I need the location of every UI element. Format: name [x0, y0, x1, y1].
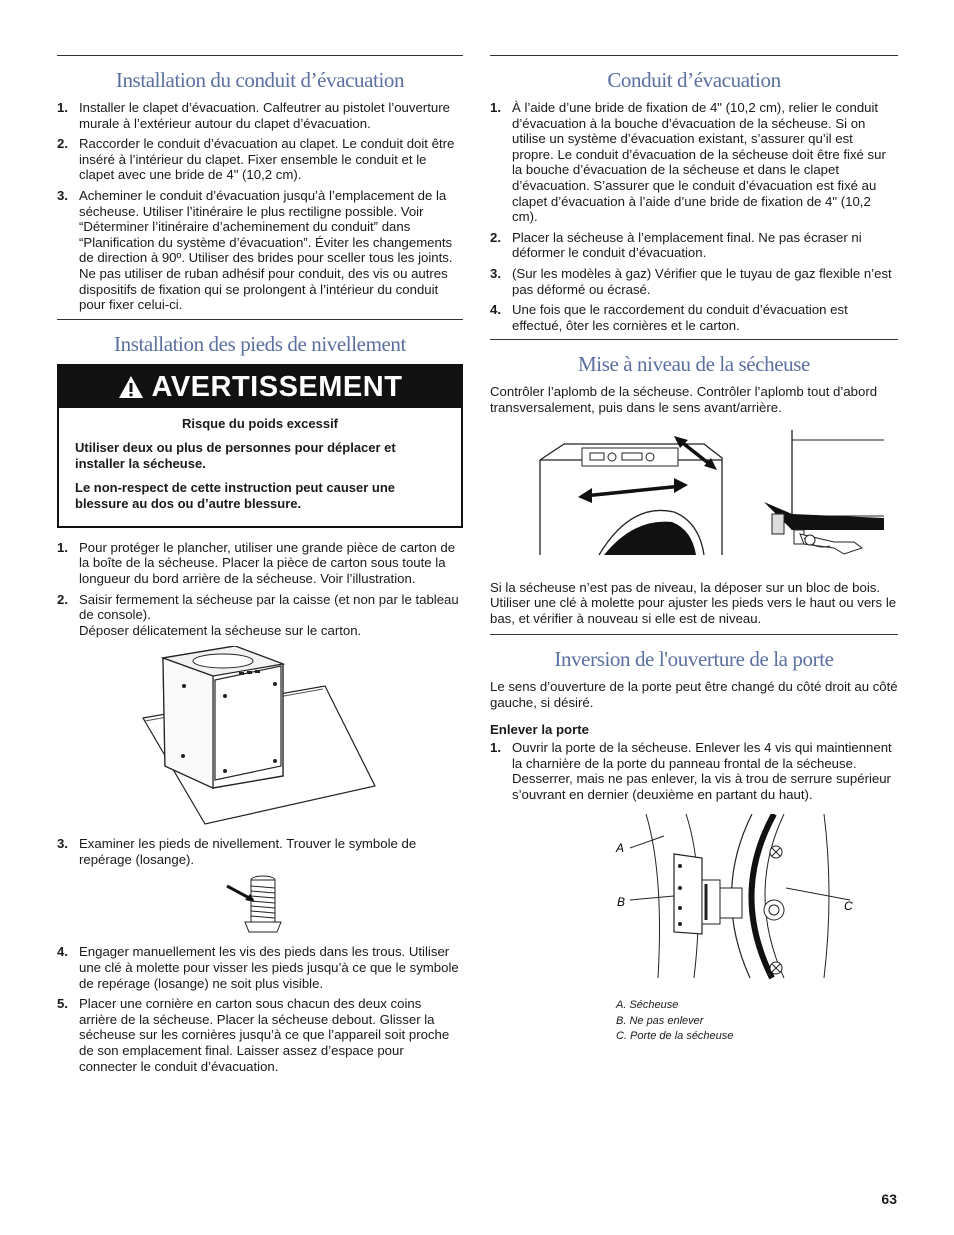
section-title-inversion-porte: Inversion de l'ouverture de la porte [554, 647, 834, 672]
steps-list-conduit [57, 100, 463, 313]
warning-body: Risque du poids excessif Utiliser deux ou plus de personnes pour déplacer et installer la sécheuse. Le non-respect de cette instruction peut causer une blessure au dos ou d’autre blessure. [75, 415, 396, 511]
figure-captions [490, 998, 898, 1045]
list-item: 3. (Sur les modèles à gaz) Vérifier que le tuyau de gaz flexible n’est pas déformé ou écrasé. [490, 265, 892, 297]
caption-c: C. Porte de la sécheuse [616, 1030, 734, 1043]
leveling-after: Si la sécheuse n’est pas de niveau, la déposer sur un bloc de bois. Utiliser une clé à molette pour ajuster les pieds vers le haut ou vers le bas, et vérifier à nouveau si elle est de niveau. [490, 579, 897, 626]
list-item: 3. Acheminer le conduit d’évacuation jusqu’à l’emplacement de la sécheuse. Utiliser l’itinéraire le plus rectiligne possible. Voir “Déterminer l’itinéraire d’acheminement du conduit” dans “Planification du système d’évacuation”. Éviter les changements de direction à 90º. Utiliser des brides pour sceller tous les joints. Ne pas utiliser de ruban adhésif pour conduit, des vis ou autres dispositifs de fixation qui se prolongent à l’intérieur du conduit pour fixer celui-ci. [57, 187, 453, 313]
warning-triangle-icon [118, 375, 144, 399]
list-item: 2. Placer la sécheuse à l’emplacement final. Ne pas écraser ni déformer le conduit d’évacuation. [490, 229, 862, 261]
list-item: 1. Ouvrir la porte de la sécheuse. Enlever les 4 vis qui maintiennent la charnière de la porte du panneau frontal de la sécheuse. Desserrer, mais ne pas enlever, la vis à trou de serrure supérieur s’ouvrant en dernier (deuxième en partant du haut). [490, 740, 892, 802]
leveling-intro: Contrôler l’aplomb de la sécheuse. Contrôler l’aplomb tout d’abord transversalement, puis dans le sens avant/arrière. [490, 384, 878, 415]
steps-list-pieds-3 [57, 836, 463, 867]
page-number: 63 [881, 1191, 897, 1207]
section-divider [57, 55, 463, 56]
figure-label-a: A [616, 841, 625, 856]
caption-b: B. Ne pas enlever [616, 1014, 704, 1027]
warning-box [57, 364, 463, 528]
warning-header: AVERTISSEMENT [59, 366, 461, 408]
figure-label-c: C [844, 899, 853, 914]
door-intro: Le sens d’ouverture de la porte peut être changé du côté droit au côté gauche, si désiré. [490, 679, 898, 710]
section-divider [57, 319, 463, 320]
list-item: 4. Engager manuellement les vis des pieds dans les trous. Utiliser une clé à molette pour visser les pieds jusqu’à ce que le symbole de repérage (losange) ne soit plus visible. [57, 944, 459, 991]
left-column [57, 55, 463, 1079]
list-item: 1. À l’aide d’une bride de fixation de 4" (10,2 cm), relier le conduit d’évacuation à la bouche d’évacuation de la sécheuse. Si on utilise un système d’évacuation existant, s’assurer qu’il est propre. Le conduit d’évacuation de la sécheuse doit être fixé sur la bouche d’évacuation de la sécheuse et dans le clapet d’évacuation. S’assurer que le conduit d’évacuation est fixé au clapet d’évacuation à l’aide d’une bride de fixation de 4" (10,2 cm). [490, 100, 886, 225]
caption-a: A. Sécheuse [616, 999, 679, 1012]
section-divider [490, 55, 898, 56]
subheading-enlever-porte: Enlever la porte [490, 722, 589, 738]
dryer-on-cardboard-illustration [135, 646, 385, 826]
figure-label-b: B [617, 895, 626, 910]
leveling-illustration [504, 430, 884, 570]
steps-list-evacuation [490, 100, 898, 333]
section-title-conduit-evacuation: Conduit d’évacuation [607, 68, 781, 92]
section-divider [490, 634, 898, 635]
steps-list-pieds-a [57, 540, 463, 639]
section-title-mise-a-niveau: Mise à niveau de la sécheuse [578, 352, 810, 377]
steps-list-pieds-b [57, 944, 463, 1074]
list-item: 2. Saisir fermement la sécheuse par la caisse (et non par le tableau de console). Déposer délicatement la sécheuse sur le carton. [57, 591, 459, 638]
right-column [490, 55, 898, 1045]
list-item: 3. Examiner les pieds de nivellement. Trouver le symbole de repérage (losange). [57, 836, 417, 867]
section-title-pieds-nivellement: Installation des pieds de nivellement [114, 331, 406, 356]
list-item: 1. Pour protéger le plancher, utiliser une grande pièce de carton de la boîte de la sécheuse. Placer la pièce de carton sous toute la longueur du bord arrière de la sécheuse. Voir l’illustration. [57, 539, 456, 586]
leveling-foot-illustration [225, 872, 295, 938]
list-item: 5. Placer une cornière en carton sous chacun des deux coins arrière de la sécheuse. Placer la sécheuse debout. Glisser la sécheuse sur les cornières jusqu’à ce que l’appareil soit proche de son emplacement final. Laisser assez d’espace pour connecter le conduit d’évacuation. [57, 996, 450, 1074]
list-item: 2. Raccorder le conduit d’évacuation au clapet. Le conduit doit être inséré à l’intérieur du clapet. Fixer ensemble le conduit et le clapet avec une bride de 4" (10,2 cm). [57, 136, 455, 183]
section-title-installation-conduit: Installation du conduit d’évacuation [115, 68, 405, 92]
list-item: 4. Une fois que le raccordement du conduit d’évacuation est effectué, ôter les cornières et le carton. [490, 302, 848, 333]
steps-list-porte [490, 740, 898, 802]
list-item: 1. Installer le clapet d’évacuation. Calfeutrer au pistolet l’ouverture murale à l’extérieur autour du clapet d’évacuation. [57, 100, 450, 131]
door-hinge-illustration [534, 814, 854, 984]
section-divider [490, 339, 898, 340]
